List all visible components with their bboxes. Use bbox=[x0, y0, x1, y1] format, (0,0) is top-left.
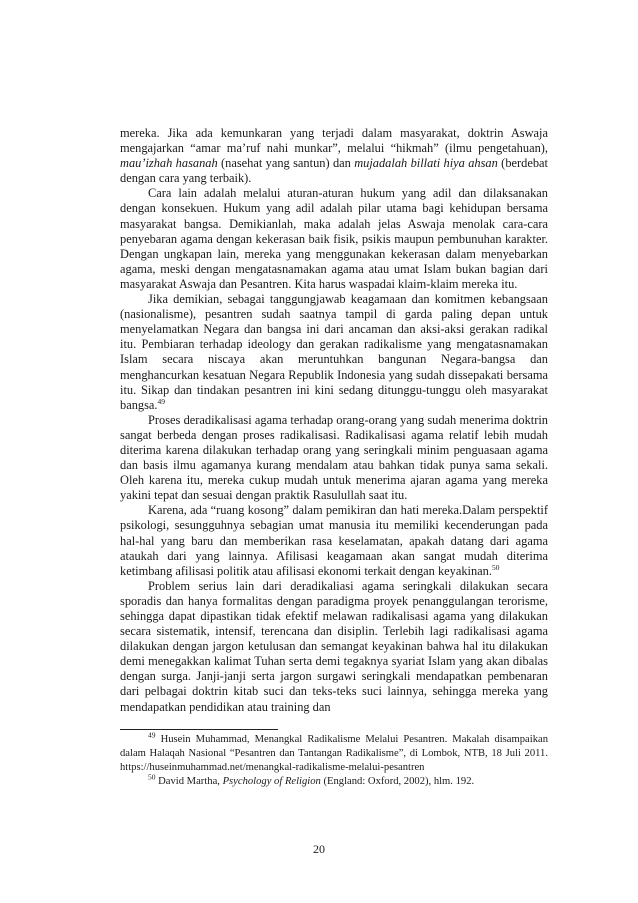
footnote bbox=[120, 772, 548, 789]
text-run: Cara lain adalah melalui aturan-aturan hukum yang adil dan dilaksanakan dengan konsekuen. Hukum yang adil adalah pilar utama bagi kehidupan bersama masyarakat bangsa. Demikianlah, maka adalah jelas Aswaja menolak cara-cara penyebaran agama dengan kekerasan baik fisik, psikis maupun pembunuhan karakter. Dengan ungkapan lain, mereka yang menggunakan kekerasan dalam menyebarkan agama, meski dengan mengatasnamakan agama atau umat Islam bukan bagian dari masyarakat Aswaja dan Pesantren. Kita harus waspadai klaim-klaim mereka itu. bbox=[120, 186, 548, 291]
text-run: Problem serius lain dari deradikaliasi agama seringkali dilakukan secara sporadis dan hanya formalitas dengan paradigma proyek penanggulangan terorisme, sehingga dapat dipastikan tidak efektif melawan radikalisasi agama yang dilakukan secara sistematik, intensif, terencana dan disiplin. Terlebih lagi radikalisasi agama dilakukan dengan jargon ketulusan dan semangat keyakinan bahwa hal itu dilakukan demi menegakkan kalimat Tuhan serta demi tegaknya syariat Islam yang akan dibalas dengan surga. Janji-janji serta jargon surgawi seringkali mendapatkan pembenaran dari pelbagai doktrin kitab suci dan teks-teks suci lainnya, sehingga mereka yang mendapatkan pendidikan atau training dan bbox=[120, 578, 548, 714]
footnote bbox=[120, 730, 548, 775]
paragraph bbox=[120, 186, 548, 292]
italic-text: mau’izhah hasanah bbox=[120, 156, 218, 171]
text-run: Jika demikian, sebagai tanggungjawab keagamaan dan komitmen kebangsaan (nasionalisme), pesantren sudah saatnya tampil di garda paling depan untuk menyelamatkan Negara dan bangsa ini dari ancaman dan aksi-aksi gerakan radikal itu. Pembiaran terhadap ideology dan gerakan radikalisme yang mengatasnamakan Islam secara niscaya akan meruntuhkan bangunan Negara-bangsa dan menghancurkan kesatuan Negara Republik Indonesia yang sudah dissepakati bersama itu. Sikap dan tindakan pesantren ini kini sedang ditunggu-tunggu oleh masyarakat bangsa. bbox=[120, 292, 548, 412]
paragraph bbox=[120, 292, 548, 413]
footnote-separator bbox=[120, 729, 278, 730]
text-run: (nasehat yang santun) dan bbox=[217, 156, 355, 171]
text-run: (berdebat dengan cara yang terbaik). bbox=[120, 156, 548, 186]
paragraph bbox=[120, 579, 548, 715]
italic-text: Psychology of Religion bbox=[222, 775, 321, 787]
footnote-marker: 50 bbox=[148, 772, 156, 782]
page-number: 20 bbox=[313, 842, 325, 856]
text-run: Husein Muhammad, Menangkal Radikalisme Melalui Pesantren. Makalah disampaikan dalam Halaqah Nasional “Pesantren dan Tantangan Radikalisme”, di Lombok, NTB, 18 Juli 2011. https://huseinmuhammad.net/menangkal-radikalisme-melalui-pesantren bbox=[120, 733, 548, 773]
paragraph bbox=[120, 413, 548, 504]
footnote-marker: 49 bbox=[157, 396, 166, 406]
page-body bbox=[120, 126, 548, 789]
text-run: David Martha, bbox=[155, 775, 223, 787]
text-run: Proses deradikalisasi agama terhadap orang-orang yang sudah menerima doktrin sangat berbeda dengan proses radikalisasi. Radikalisasi agama relatif lebih mudah diterima karena dilakukan terhadap orang yang seringkali minim penguasaan agama dan basis ilmu agamanya kurang mendalam atau bahkan tidak punya sama sekali. Oleh karena itu, mereka cukup mudah untuk menerima ajaran agama yang mereka yakini tepat dan sesuai dengan praktik Rasulullah saat itu. bbox=[120, 412, 548, 503]
paragraph bbox=[120, 503, 548, 578]
text-run: (England: Oxford, 2002), hlm. 192. bbox=[320, 775, 475, 787]
footnotes bbox=[120, 730, 548, 789]
italic-text: mujadalah billati hiya ahsan bbox=[354, 156, 498, 171]
text-run: mereka. Jika ada kemunkaran yang terjadi dalam masyarakat, doktrin Aswaja mengajarkan “amar ma’ruf nahi munkar”, melalui “hikmah” (ilmu pengetahuan), bbox=[120, 126, 548, 156]
footnote-marker: 49 bbox=[148, 730, 156, 740]
text-run: Karena, ada “ruang kosong” dalam pemikiran dan hati mereka.Dalam perspektif psikologi, sesungguhnya sebagian umat manusia itu memiliki kecenderungan pada hal-hal yang baru dan memberikan rasa keselamatan, apakah datang dari agama ataukah dari yang lainnya. Afilisasi keagamaan akan sangat mudah diterima ketimbang afilisasi politik atau afilisasi ekonomi terkait dengan keyakinan. bbox=[120, 503, 548, 578]
body-text bbox=[120, 126, 548, 715]
footnote-marker: 50 bbox=[491, 562, 500, 572]
paragraph bbox=[120, 126, 548, 186]
